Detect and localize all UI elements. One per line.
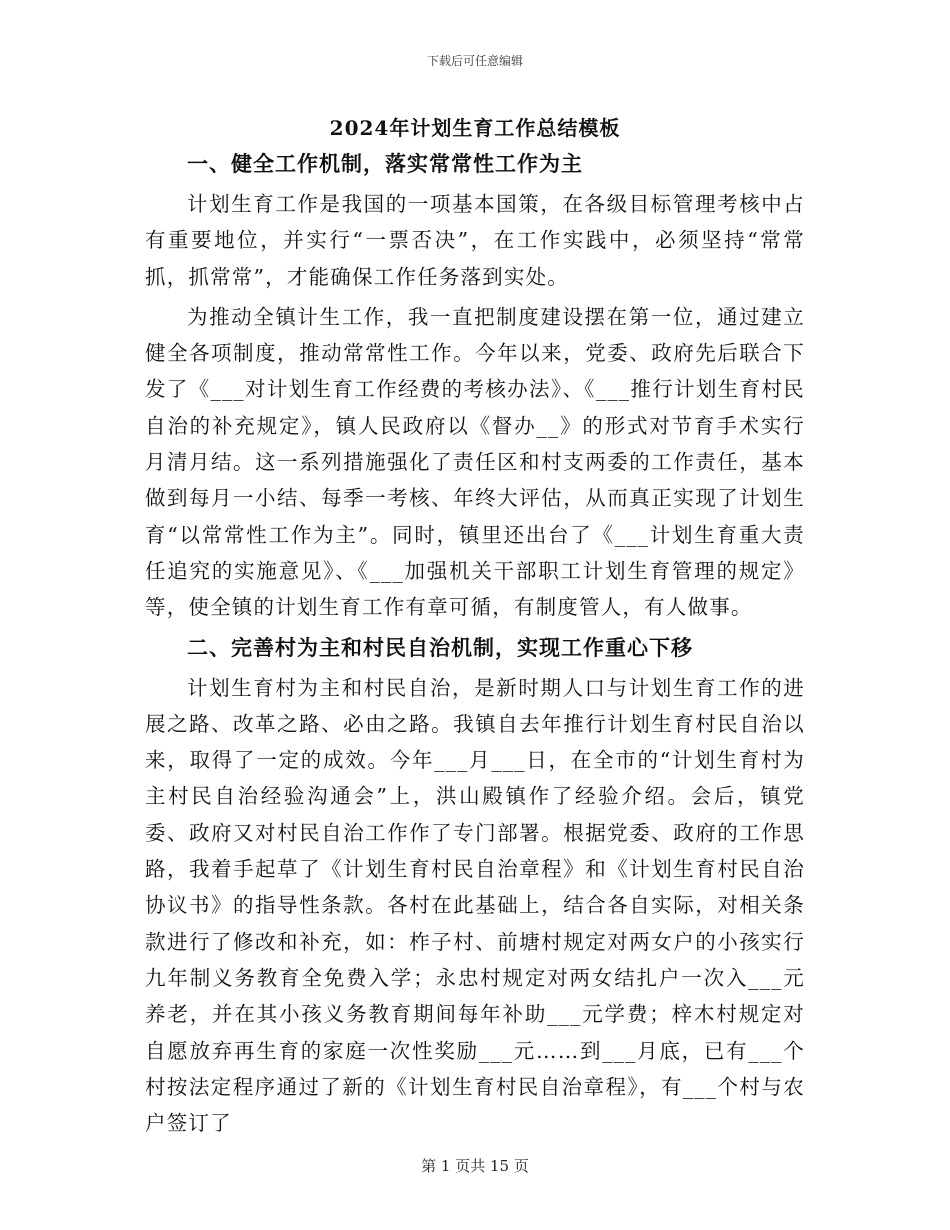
paragraph: 为推动全镇计生工作，我一直把制度建设摆在第一位，通过建立健全各项制度，推动常常性工作。今年以来，党委、政府先后联合下发了《___对计划生育工作经费的考核办法》、《___推行计划生育村民自治的补充规定》，镇人民政府以《督办__》的形式对节育手术实行月清月结。这一系列措施强化了责任区和村支两委的工作责任，基本做到每月一小结、每季一考核、年终大评估，从而真正实现了计划生育“以常常性工作为主”。同时，镇里还出台了《___计划生育重大责任追究的实施意见》、《___加强机关干部职工计划生育管理的规定》等，使全镇的计划生育工作有章可循，有制度管人，有人做事。 xyxy=(145,304,805,620)
paragraph: 计划生育工作是我国的一项基本国策，在各级目标管理考核中占有重要地位，并实行“一票否决”，在工作实践中，必须坚持“常常抓，抓常常”，才能确保工作任务落到实处。 xyxy=(145,192,805,289)
document-body xyxy=(145,112,805,1145)
section-heading: 二、完善村为主和村民自治机制，实现工作重心下移 xyxy=(187,634,693,660)
section-heading: 一、健全工作机制，落实常常性工作为主 xyxy=(187,151,583,176)
paragraph: 计划生育村为主和村民自治，是新时期人口与计划生育工作的进展之路、改革之路、必由之路。我镇自去年推行计划生育村民自治以来，取得了一定的成效。今年___月___日，在全市的“计划生育村为主村民自治经验沟通会”上，洪山殿镇作了经验介绍。会后，镇党委、政府又对村民自治工作作了专门部署。根据党委、政府的工作思路，我着手起草了《计划生育村民自治章程》和《计划生育村民自治协议书》的指导性条款。各村在此基础上，结合各自实际，对相关条款进行了修改和补充，如：柞子村、前塘村规定对两女户的小孩实行九年制义务教育全免费入学；永忠村规定对两女结扎户一次入___元养老，并在其小孩义务教育期间每年补助___元学费；梓木村规定对自愿放弃再生育的家庭一次性奖励___元……到___月底，已有___个村按法定程序通过了新的《计划生育村民自治章程》，有___个村与农户签订了 xyxy=(145,675,805,1136)
page-indicator: 第 1 页共 15 页 xyxy=(421,1157,529,1175)
section-1 xyxy=(145,146,805,626)
section-2 xyxy=(145,630,805,1142)
document-title: 2024年计划生育工作总结模板 xyxy=(329,116,621,140)
header-note: 下载后可任意编辑 xyxy=(426,54,523,68)
